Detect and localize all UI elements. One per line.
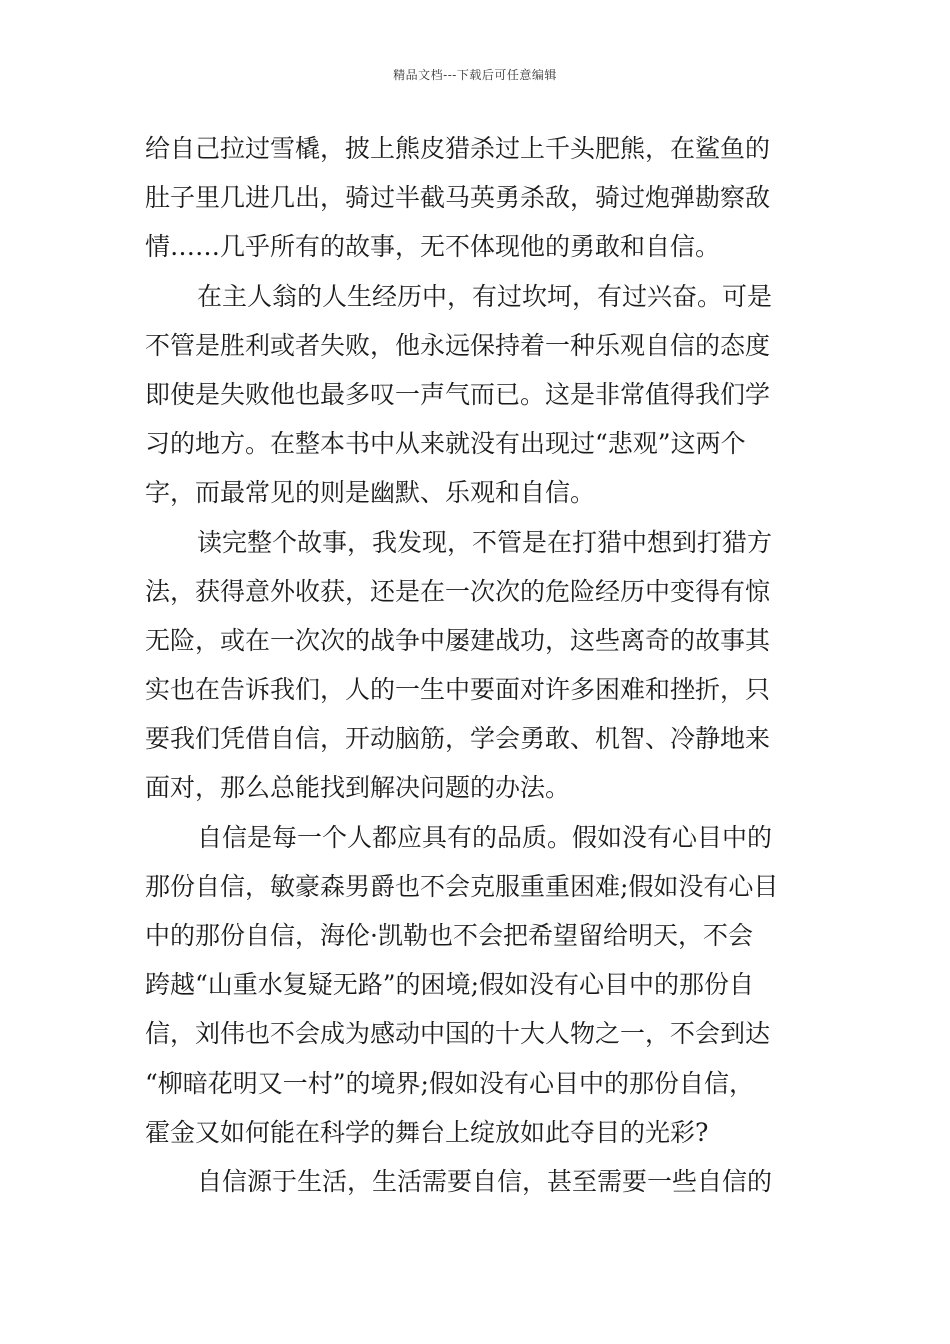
text-line: “柳暗花明又一村”的境界;假如没有心目中的那份自信， <box>145 1068 754 1098</box>
text-line: 法，获得意外收获，还是在一次次的危险经历中变得有惊 <box>145 576 771 606</box>
paragraph-first-line: 在主人翁的人生经历中，有过坎坷，有过兴奋。可是 <box>197 281 773 311</box>
text-line: 面对，那么总能找到解决问题的办法。 <box>145 773 571 803</box>
text-line: 字，而最常见的则是幽默、乐观和自信。 <box>145 478 596 508</box>
paragraph-first-line: 读完整个故事，我发现，不管是在打猎中想到打猎方 <box>197 527 773 557</box>
text-line: 不管是胜利或者失败，他永远保持着一种乐观自信的态度 <box>145 330 771 360</box>
text-line: 肚子里几进几出，骑过半截马英勇杀敌，骑过炮弹勘察敌 <box>145 183 771 213</box>
text-line: 要我们凭借自信，开动脑筋，学会勇敢、机智、冷静地来 <box>145 724 771 754</box>
text-line: 实也在告诉我们，人的一生中要面对许多困难和挫折，只 <box>145 675 771 705</box>
text-line: 给自己拉过雪橇，披上熊皮猎杀过上千头肥熊，在鲨鱼的 <box>145 134 771 163</box>
text-line: 情……几乎所有的故事，无不体现他的勇敢和自信。 <box>145 232 721 262</box>
text-line: 中的那份自信，海伦·凯勒也不会把希望留给明天，不会 <box>145 921 753 950</box>
page-header: 精品文档---下载后可任意编辑 <box>393 68 557 82</box>
text-line: 习的地方。在整本书中从来就没有出现过“悲观”这两个 <box>145 429 746 459</box>
paragraph-first-line: 自信是每一个人都应具有的品质。假如没有心目中的 <box>197 822 773 852</box>
text-line: 即使是失败他也最多叹一声气而已。这是非常值得我们学 <box>145 379 771 409</box>
paragraph-first-line: 自信源于生活，生活需要自信，甚至需要一些自信的 <box>197 1166 773 1196</box>
text-line: 信，刘伟也不会成为感动中国的十大人物之一，不会到达 <box>145 1019 771 1049</box>
body-text <box>145 124 810 1206</box>
text-line: 那份自信，敏豪森男爵也不会克服重重困难;假如没有心目 <box>145 871 779 901</box>
text-line: 跨越“山重水复疑无路”的困境;假如没有心目中的那份自 <box>145 970 754 1000</box>
text-line: 无险，或在一次次的战争中屡建战功，这些离奇的故事其 <box>145 625 771 655</box>
text-line: 霍金又如何能在科学的舞台上绽放如此夺目的光彩? <box>145 1117 709 1147</box>
